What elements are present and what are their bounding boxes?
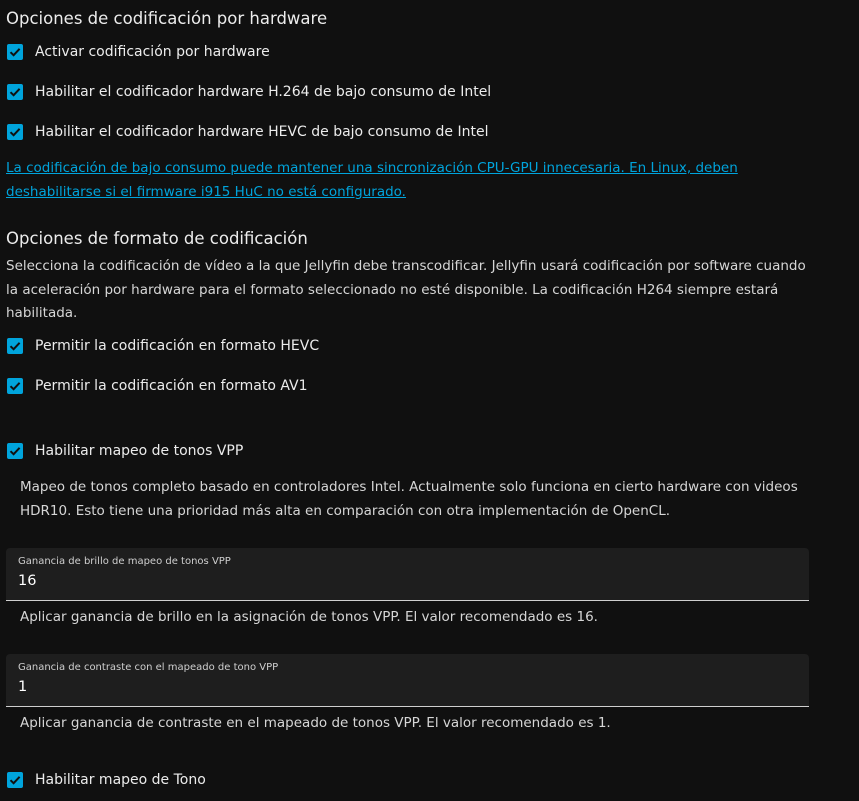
checkbox-label: Habilitar mapeo de Tono (35, 772, 206, 788)
allow-hevc-encoding-checkbox[interactable] (7, 336, 319, 356)
enable-hw-encoding-checkbox[interactable] (7, 42, 270, 62)
enable-intel-lp-hevc-checkbox[interactable] (7, 122, 488, 142)
vpp-tonemapping-description: Mapeo de tonos completo basado en controladores Intel. Actualmente solo funciona en cierto hardware con videos HDR10. Esto tiene una prioridad más alta en comparación con otra implementación de OpenCL. (20, 479, 798, 519)
checkbox-label: Permitir la codificación en formato HEVC (35, 338, 320, 354)
enable-tonemapping-checkbox[interactable] (7, 770, 206, 790)
checkbox-checked-icon[interactable] (7, 124, 23, 140)
enable-vpp-tonemapping-checkbox[interactable] (7, 441, 243, 461)
encoding-format-heading: Opciones de formato de codificación (6, 229, 308, 248)
vpp-contrast-gain-field[interactable] (6, 654, 809, 707)
checkbox-checked-icon[interactable] (7, 44, 23, 60)
vpp-brightness-gain-hint: Aplicar ganancia de brillo en la asignación de tonos VPP. El valor recomendado es 16. (20, 609, 598, 625)
field-label: Ganancia de brillo de mapeo de tonos VPP (18, 556, 231, 567)
field-label: Ganancia de contraste con el mapeado de tono VPP (18, 662, 279, 673)
vpp-brightness-gain-input[interactable] (18, 570, 788, 592)
encoding-format-description: Selecciona la codificación de vídeo a la que Jellyfin debe transcodificar. Jellyfin usará codificación por software cuando la aceleración por hardware para el formato seleccionado no esté disponible. La codificación H264 siempre estará habilitada. (6, 258, 806, 321)
checkbox-label: Habilitar el codificador hardware H.264 de bajo consumo de Intel (35, 84, 492, 100)
checkbox-label: Activar codificación por hardware (35, 44, 270, 60)
checkbox-label: Habilitar el codificador hardware HEVC de bajo consumo de Intel (35, 124, 489, 140)
checkbox-checked-icon[interactable] (7, 378, 23, 394)
vpp-contrast-gain-input[interactable] (18, 676, 788, 698)
checkbox-label: Permitir la codificación en formato AV1 (35, 378, 308, 394)
low-power-info-link[interactable]: La codificación de bajo consumo puede mantener una sincronización CPU-GPU innecesaria. En Linux, deben deshabilitarse si el firmware i915 HuC no está configurado. (6, 160, 738, 200)
checkbox-label: Habilitar mapeo de tonos VPP (35, 443, 244, 459)
checkbox-checked-icon[interactable] (7, 84, 23, 100)
vpp-brightness-gain-field[interactable] (6, 548, 809, 601)
checkbox-checked-icon[interactable] (7, 338, 23, 354)
allow-av1-encoding-checkbox[interactable] (7, 376, 308, 396)
hw-encoding-heading: Opciones de codificación por hardware (6, 9, 328, 28)
checkbox-checked-icon[interactable] (7, 772, 23, 788)
vpp-contrast-gain-hint: Aplicar ganancia de contraste en el mapeado de tonos VPP. El valor recomendado es 1. (20, 715, 611, 731)
checkbox-checked-icon[interactable] (7, 443, 23, 459)
enable-intel-lp-h264-checkbox[interactable] (7, 82, 491, 102)
